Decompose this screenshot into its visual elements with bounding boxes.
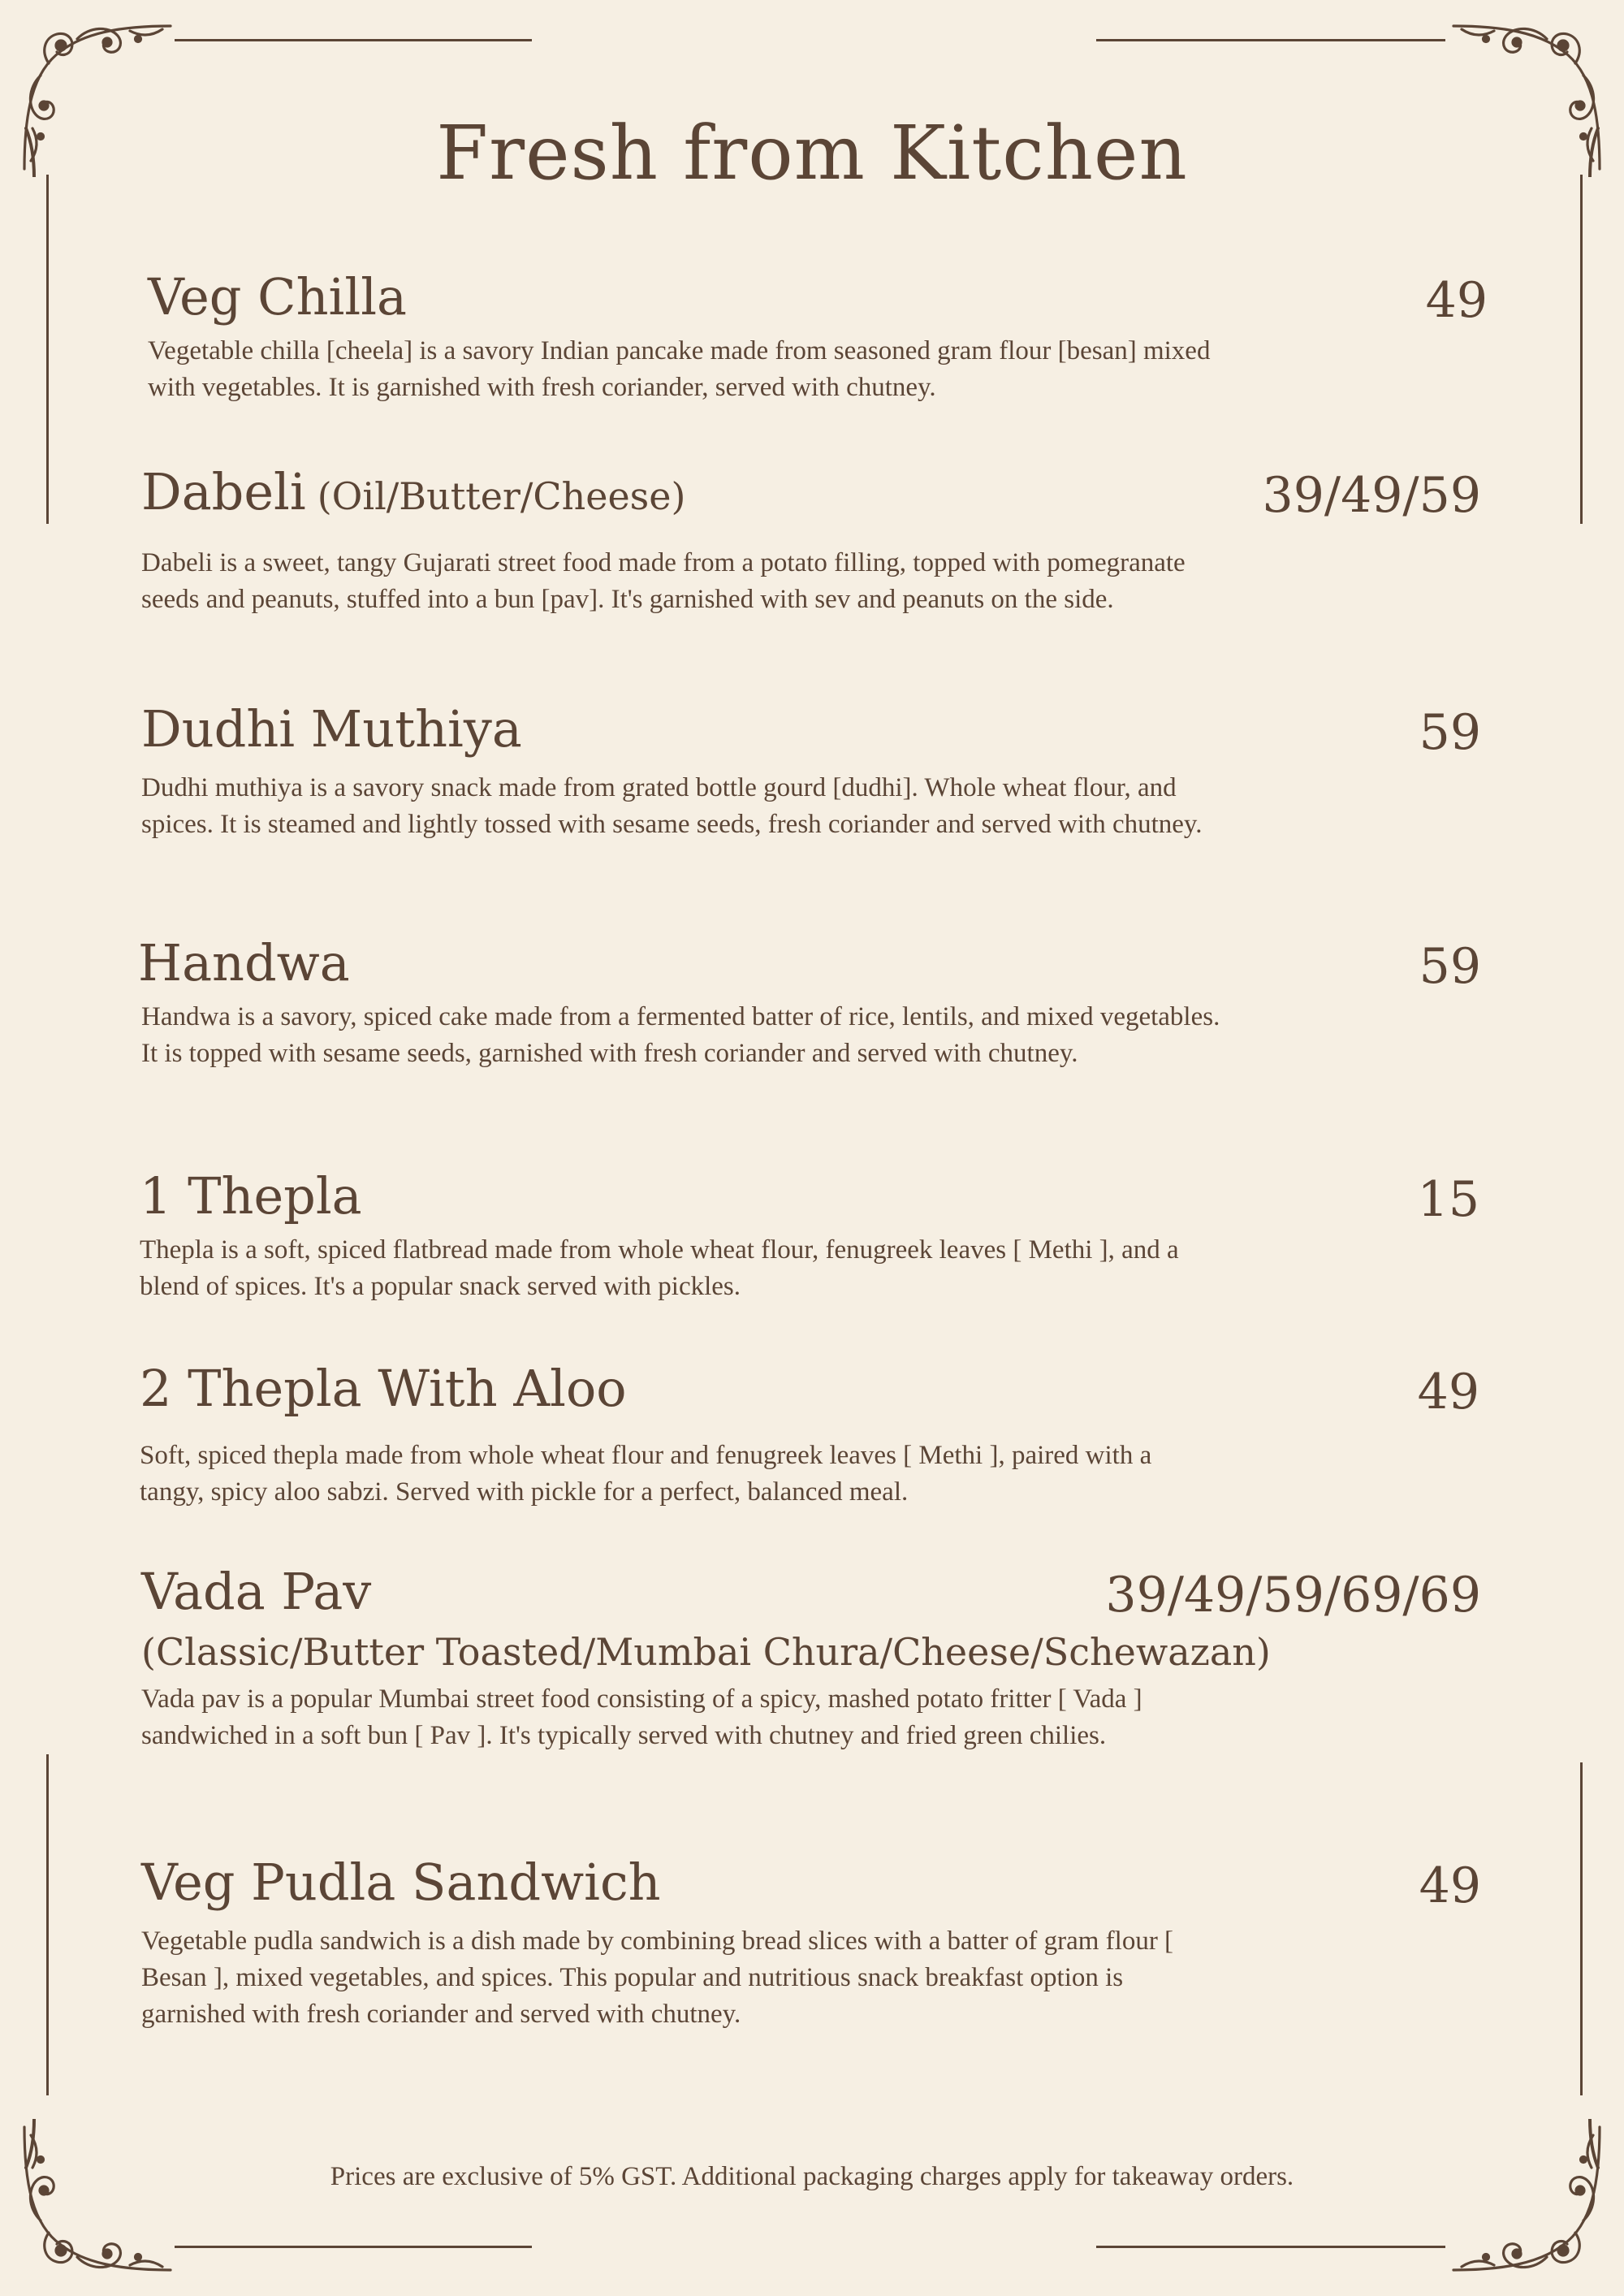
menu-item-vada-pav [141, 1561, 1481, 1754]
item-name [148, 266, 1488, 328]
footer-note: Prices are exclusive of 5% GST. Additional packaging charges apply for takeaway orders. [330, 2162, 1294, 2191]
item-description: Soft, spiced thepla made from whole wheat flour and fenugreek leaves [ Methi ], paired with a tangy, spicy aloo sabzi. Served with pickle for a perfect, balanced meal. [140, 1441, 1152, 1507]
item-price: 15 [1417, 1171, 1479, 1228]
frame-rule-bottom-right [1096, 2246, 1445, 2248]
page-title: Fresh from Kitchen [436, 110, 1188, 197]
item-name [140, 1358, 1479, 1420]
menu-item-dabeli [141, 461, 1481, 618]
item-price: 59 [1419, 704, 1481, 761]
item-description: Vegetable pudla sandwich is a dish made by combining bread slices with a batter of gram flour [ Besan ], mixed vegetables, and spices. This popular and nutritious snack breakfast option is garnished with fresh coriander and served with chutney. [141, 1926, 1174, 2029]
menu-item-veg-pudla-sandwich [141, 1852, 1481, 2033]
item-name-text: Handwa [138, 933, 350, 992]
menu-item-veg-chilla [148, 266, 1488, 406]
frame-rule-right-top [1580, 175, 1583, 524]
item-price: 39/49/59/69/69 [1105, 1567, 1481, 1624]
menu-item-2-thepla-with-aloo [140, 1358, 1479, 1511]
frame-rule-left-bottom [46, 1754, 49, 2095]
item-description: Vegetable chilla [cheela] is a savory Indian pancake made from seasoned gram flour [besan] mixed with vegetables. It is garnished with fresh coriander, served with chutney. [148, 336, 1211, 402]
item-price: 49 [1417, 1364, 1479, 1420]
frame-rule-right-bottom [1580, 1762, 1583, 2095]
menu-item-1-thepla [140, 1165, 1479, 1305]
frame-rule-bottom-left [175, 2246, 532, 2248]
frame-rule-top-left [175, 39, 532, 41]
item-description: Thepla is a soft, spiced flatbread made from whole wheat flour, fenugreek leaves [ Methi ], and a blend of spices. It's a popular snack served with pickles. [140, 1235, 1179, 1301]
item-price: 49 [1419, 1857, 1481, 1914]
item-name [141, 1852, 1481, 1913]
item-name [138, 932, 1481, 994]
corner-ornament-icon [16, 2119, 179, 2281]
item-name-text: 2 Thepla With Aloo [140, 1359, 627, 1418]
corner-ornament-icon [1445, 2119, 1608, 2281]
item-description: Vada pav is a popular Mumbai street food consisting of a spicy, mashed potato fritter [ Vada ] sandwiched in a soft bun [ Pav ]. It's typically served with chutney and fried green chilies. [141, 1684, 1142, 1750]
item-price: 39/49/59 [1262, 467, 1481, 524]
item-variant: (Classic/Butter Toasted/Mumbai Chura/Cheese/Schewazan) [141, 1630, 1271, 1674]
menu-item-dudhi-muthiya [141, 698, 1481, 843]
item-description: Handwa is a savory, spiced cake made from a fermented batter of rice, lentils, and mixed vegetables. It is topped with sesame seeds, garnished with fresh coriander and served with chutney. [141, 1002, 1220, 1068]
item-name-text: Veg Chilla [148, 267, 407, 326]
item-name-text: Dudhi Muthiya [141, 699, 522, 759]
item-name-text: 1 Thepla [140, 1166, 362, 1226]
item-name-text: Veg Pudla Sandwich [141, 1853, 661, 1912]
item-description: Dabeli is a sweet, tangy Gujarati street food made from a potato filling, topped with pomegranate seeds and peanuts, stuffed into a bun [pav]. It's garnished with sev and peanuts on the side. [141, 548, 1186, 614]
frame-rule-top-right [1096, 39, 1445, 41]
item-name-text: Vada Pav [141, 1562, 372, 1621]
item-name-text: Dabeli [141, 462, 306, 521]
item-price: 59 [1419, 938, 1481, 995]
item-name [140, 1165, 1479, 1227]
item-description: Dudhi muthiya is a savory snack made from grated bottle gourd [dudhi]. Whole wheat flour, and spices. It is steamed and lightly tossed with sesame seeds, fresh coriander and served with chutney. [141, 773, 1203, 839]
item-price: 49 [1425, 272, 1488, 329]
menu-item-handwa [138, 932, 1481, 1072]
item-variant: (Oil/Butter/Cheese) [317, 474, 686, 518]
item-name [141, 698, 1481, 760]
frame-rule-left-top [46, 175, 49, 524]
